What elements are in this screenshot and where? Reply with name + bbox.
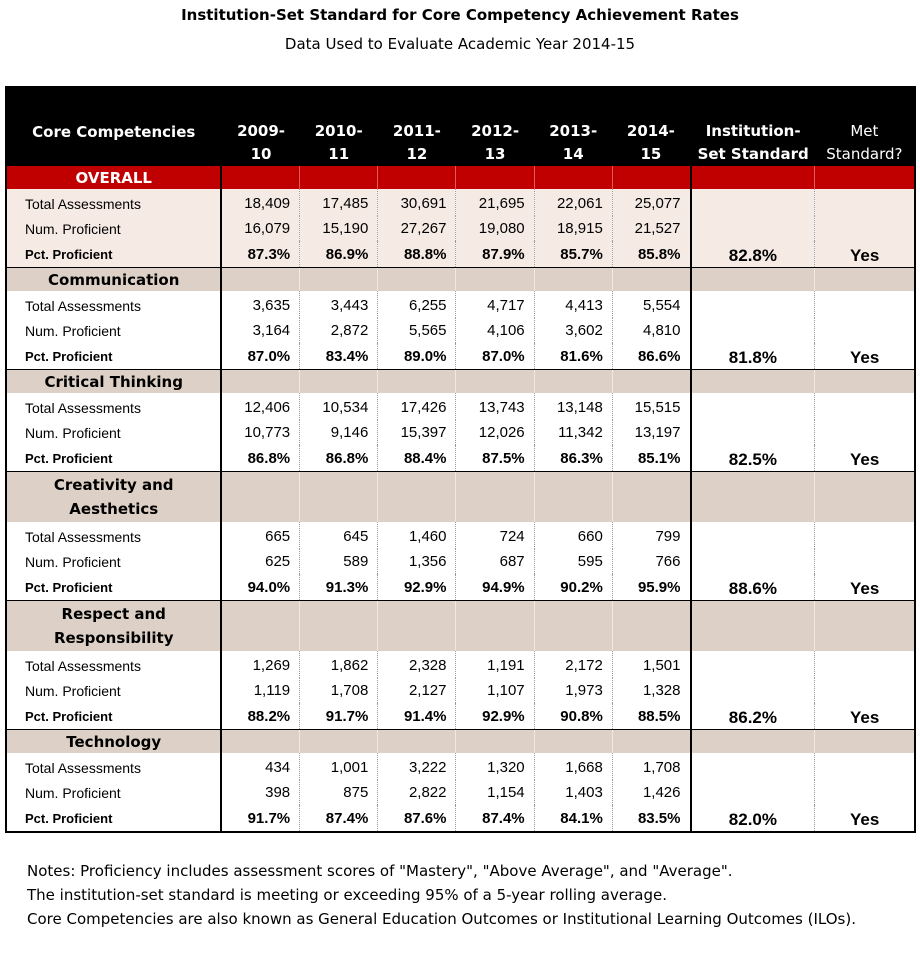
section-band: [6, 268, 915, 292]
header-row: [6, 86, 915, 166]
value-cell: 92.9%: [456, 703, 534, 730]
band-cell: [815, 268, 915, 292]
section-name-line: Responsibility: [53, 629, 174, 647]
band-cell: [534, 370, 612, 394]
row-label: Num. Proficient: [6, 678, 221, 703]
row-label: Pct. Proficient: [6, 343, 221, 370]
met-standard-value: [815, 549, 915, 574]
total-assessments-row: [6, 189, 915, 216]
section-band: [6, 730, 915, 754]
standard-value: 82.8%: [691, 241, 815, 268]
header-year-part: 13: [484, 145, 506, 163]
met-standard-value: [815, 780, 915, 805]
header-year-part: 12: [406, 145, 428, 163]
value-cell: 94.0%: [221, 574, 299, 601]
value-cell: 13,743: [456, 393, 534, 420]
value-cell: 799: [612, 522, 690, 549]
value-cell: 86.6%: [612, 343, 690, 370]
met-standard-value: [815, 189, 915, 216]
value-cell: 85.7%: [534, 241, 612, 268]
band-cell: [300, 268, 378, 292]
section-band: [6, 472, 915, 523]
row-label: Total Assessments: [6, 291, 221, 318]
band-cell: [691, 268, 815, 292]
value-cell: 1,328: [612, 678, 690, 703]
band-cell: [691, 166, 815, 189]
header-year-part: 15: [640, 145, 662, 163]
section-name: [6, 472, 221, 523]
band-cell: [815, 166, 915, 189]
met-standard-value: [815, 678, 915, 703]
band-cell: [691, 730, 815, 754]
value-cell: 660: [534, 522, 612, 549]
notes: [27, 859, 907, 931]
value-cell: 1,320: [456, 753, 534, 780]
met-standard-value: Yes: [815, 703, 915, 730]
value-cell: 89.0%: [378, 343, 456, 370]
row-label: Total Assessments: [6, 393, 221, 420]
value-cell: 4,810: [612, 318, 690, 343]
total-assessments-row: [6, 393, 915, 420]
value-cell: 87.9%: [456, 241, 534, 268]
section-name: Technology: [6, 730, 221, 754]
value-cell: 1,107: [456, 678, 534, 703]
header-year-part: 2011-: [392, 122, 441, 140]
row-label: Pct. Proficient: [6, 805, 221, 832]
value-cell: 87.0%: [456, 343, 534, 370]
num-proficient-row: [6, 678, 915, 703]
num-proficient-row: [6, 549, 915, 574]
header-year-part: 2014-: [626, 122, 675, 140]
section-band: [6, 601, 915, 652]
value-cell: 18,915: [534, 216, 612, 241]
standard-value: [691, 318, 815, 343]
value-cell: 17,426: [378, 393, 456, 420]
value-cell: 1,191: [456, 651, 534, 678]
header-year: [534, 86, 612, 166]
section-name-line: Aesthetics: [69, 500, 159, 518]
value-cell: 10,534: [300, 393, 378, 420]
band-cell: [612, 730, 690, 754]
value-cell: 91.3%: [300, 574, 378, 601]
value-cell: 87.6%: [378, 805, 456, 832]
header-year: [221, 86, 299, 166]
met-standard-value: [815, 291, 915, 318]
value-cell: 91.4%: [378, 703, 456, 730]
total-assessments-row: [6, 753, 915, 780]
header-year-part: 11: [328, 145, 350, 163]
band-cell: [221, 166, 299, 189]
value-cell: 398: [265, 784, 291, 801]
band-cell: [378, 370, 456, 394]
band-cell: [221, 370, 299, 394]
band-cell: [378, 268, 456, 292]
met-standard-value: Yes: [815, 241, 915, 268]
met-standard-value: [815, 318, 915, 343]
value-cell: 86.3%: [534, 445, 612, 472]
met-standard-value: [815, 522, 915, 549]
band-cell: [378, 730, 456, 754]
section-band: [6, 370, 915, 394]
value-cell: 9,146: [300, 420, 378, 445]
value-cell: 3,443: [300, 291, 378, 318]
header-year-part: 2012-: [471, 122, 520, 140]
pct-proficient-row: [6, 703, 915, 730]
value-cell: 90.8%: [534, 703, 612, 730]
met-standard-value: Yes: [815, 445, 915, 472]
total-assessments-row: [6, 522, 915, 549]
value-cell: 91.7%: [300, 703, 378, 730]
band-cell: [534, 472, 612, 523]
header-year-part: 2010-: [314, 122, 363, 140]
note-line: Core Competencies are also known as General Education Outcomes or Institutional Learning Outcomes (ILOs).: [27, 910, 856, 928]
band-cell: [612, 166, 690, 189]
section-name: OVERALL: [6, 166, 221, 189]
num-proficient-row: [6, 318, 915, 343]
value-cell: 1,119: [253, 682, 291, 699]
met-standard-value: [815, 420, 915, 445]
pct-proficient-row: [6, 574, 915, 601]
standard-value: [691, 651, 815, 678]
band-cell: [691, 370, 815, 394]
band-cell: [691, 472, 815, 523]
document-title: Institution-Set Standard for Core Competency Achievement Rates: [181, 6, 739, 24]
value-cell: 4,413: [534, 291, 612, 318]
value-cell: 87.0%: [221, 343, 299, 370]
value-cell: 19,080: [456, 216, 534, 241]
value-cell: 665: [265, 528, 291, 545]
value-cell: 12,406: [244, 399, 291, 416]
band-cell: [815, 601, 915, 652]
value-cell: 85.8%: [612, 241, 690, 268]
band-cell: [300, 601, 378, 652]
row-label: Pct. Proficient: [6, 445, 221, 472]
section-name: [6, 601, 221, 652]
value-cell: 90.2%: [534, 574, 612, 601]
value-cell: 11,342: [534, 420, 612, 445]
value-cell: 589: [300, 549, 378, 574]
row-label: Num. Proficient: [6, 318, 221, 343]
value-cell: 21,695: [456, 189, 534, 216]
value-cell: 724: [456, 522, 534, 549]
standard-value: 88.6%: [691, 574, 815, 601]
band-cell: [815, 370, 915, 394]
header-std-part: Institution-: [705, 122, 801, 140]
row-label: Num. Proficient: [6, 780, 221, 805]
row-label: Total Assessments: [6, 753, 221, 780]
row-label: Pct. Proficient: [6, 574, 221, 601]
header-met-part: Met: [850, 122, 879, 140]
value-cell: 21,527: [612, 216, 690, 241]
band-cell: [378, 166, 456, 189]
value-cell: 87.5%: [456, 445, 534, 472]
standard-value: [691, 189, 815, 216]
row-label: Pct. Proficient: [6, 241, 221, 268]
value-cell: 1,269: [252, 657, 291, 674]
row-label: Total Assessments: [6, 189, 221, 216]
band-cell: [534, 166, 612, 189]
row-label: Pct. Proficient: [6, 703, 221, 730]
value-cell: 1,862: [300, 651, 378, 678]
value-cell: 12,026: [456, 420, 534, 445]
section-name: Critical Thinking: [6, 370, 221, 394]
band-cell: [456, 370, 534, 394]
band-cell: [221, 601, 299, 652]
band-cell: [300, 730, 378, 754]
standard-value: 81.8%: [691, 343, 815, 370]
value-cell: 1,426: [612, 780, 690, 805]
row-label: Num. Proficient: [6, 549, 221, 574]
band-cell: [815, 730, 915, 754]
band-cell: [612, 472, 690, 523]
band-cell: [534, 268, 612, 292]
num-proficient-row: [6, 420, 915, 445]
band-cell: [378, 601, 456, 652]
section-name-line: Creativity and: [53, 476, 174, 494]
header-met-standard: [815, 86, 915, 166]
value-cell: 10,773: [244, 424, 291, 441]
value-cell: 88.4%: [378, 445, 456, 472]
num-proficient-row: [6, 216, 915, 241]
value-cell: 595: [534, 549, 612, 574]
pct-proficient-row: [6, 445, 915, 472]
header-year: [300, 86, 378, 166]
met-standard-value: [815, 753, 915, 780]
band-cell: [456, 601, 534, 652]
band-cell: [456, 472, 534, 523]
band-cell: [612, 370, 690, 394]
row-label: Num. Proficient: [6, 216, 221, 241]
value-cell: 15,190: [300, 216, 378, 241]
band-cell: [378, 472, 456, 523]
standard-value: [691, 420, 815, 445]
standard-value: [691, 393, 815, 420]
value-cell: 4,106: [456, 318, 534, 343]
standard-value: [691, 678, 815, 703]
value-cell: 645: [300, 522, 378, 549]
value-cell: 22,061: [534, 189, 612, 216]
value-cell: 15,397: [378, 420, 456, 445]
competency-table: [5, 86, 916, 833]
header-year-part: 2013-: [549, 122, 598, 140]
met-standard-value: Yes: [815, 343, 915, 370]
row-label: Total Assessments: [6, 522, 221, 549]
standard-value: [691, 780, 815, 805]
value-cell: 84.1%: [534, 805, 612, 832]
num-proficient-row: [6, 780, 915, 805]
value-cell: 1,973: [534, 678, 612, 703]
pct-proficient-row: [6, 241, 915, 268]
note-line: The institution-set standard is meeting or exceeding 95% of a 5-year rolling average.: [27, 886, 667, 904]
met-standard-value: Yes: [815, 805, 915, 832]
value-cell: 94.9%: [456, 574, 534, 601]
note-line: Notes: Proficiency includes assessment scores of "Mastery", "Above Average", and "Average".: [27, 862, 733, 880]
value-cell: 5,565: [378, 318, 456, 343]
standard-value: 82.0%: [691, 805, 815, 832]
value-cell: 86.8%: [221, 445, 299, 472]
value-cell: 25,077: [612, 189, 690, 216]
value-cell: 625: [265, 553, 291, 570]
value-cell: 875: [300, 780, 378, 805]
value-cell: 3,602: [534, 318, 612, 343]
value-cell: 1,708: [612, 753, 690, 780]
value-cell: 15,515: [612, 393, 690, 420]
band-cell: [534, 601, 612, 652]
standard-value: 82.5%: [691, 445, 815, 472]
header-institution-set-standard: [691, 86, 815, 166]
value-cell: 27,267: [378, 216, 456, 241]
standard-value: [691, 549, 815, 574]
band-cell: [456, 166, 534, 189]
section-name: Communication: [6, 268, 221, 292]
band-cell: [221, 472, 299, 523]
value-cell: 30,691: [378, 189, 456, 216]
value-cell: 1,460: [378, 522, 456, 549]
band-cell: [300, 370, 378, 394]
standard-value: [691, 216, 815, 241]
met-standard-value: Yes: [815, 574, 915, 601]
met-standard-value: [815, 216, 915, 241]
value-cell: 2,328: [378, 651, 456, 678]
value-cell: 2,127: [378, 678, 456, 703]
value-cell: 687: [456, 549, 534, 574]
value-cell: 18,409: [221, 189, 299, 216]
value-cell: 434: [265, 759, 291, 776]
band-cell: [534, 730, 612, 754]
pct-proficient-row: [6, 343, 915, 370]
value-cell: 4,717: [456, 291, 534, 318]
value-cell: 5,554: [612, 291, 690, 318]
overall-band: [6, 166, 915, 189]
header-year: [378, 86, 456, 166]
value-cell: 85.1%: [612, 445, 690, 472]
value-cell: 1,154: [456, 780, 534, 805]
header-std-part: Set Standard: [697, 145, 809, 163]
band-cell: [221, 268, 299, 292]
value-cell: 88.5%: [612, 703, 690, 730]
header-year: [612, 86, 690, 166]
value-cell: 6,255: [378, 291, 456, 318]
value-cell: 2,872: [300, 318, 378, 343]
header-label: Core Competencies: [32, 122, 196, 141]
pct-proficient-row: [6, 805, 915, 832]
header-year-part: 10: [250, 145, 272, 163]
band-cell: [691, 601, 815, 652]
value-cell: 1,403: [534, 780, 612, 805]
band-cell: [300, 472, 378, 523]
band-cell: [456, 730, 534, 754]
value-cell: 88.8%: [378, 241, 456, 268]
value-cell: 2,822: [378, 780, 456, 805]
standard-value: 86.2%: [691, 703, 815, 730]
value-cell: 81.6%: [534, 343, 612, 370]
band-cell: [612, 268, 690, 292]
value-cell: 87.4%: [456, 805, 534, 832]
value-cell: 1,668: [534, 753, 612, 780]
met-standard-value: [815, 651, 915, 678]
value-cell: 1,356: [378, 549, 456, 574]
value-cell: 1,708: [300, 678, 378, 703]
value-cell: 91.7%: [221, 805, 299, 832]
value-cell: 1,501: [612, 651, 690, 678]
value-cell: 86.8%: [300, 445, 378, 472]
value-cell: 17,485: [300, 189, 378, 216]
header-year-part: 2009-: [237, 122, 286, 140]
value-cell: 16,079: [221, 216, 299, 241]
total-assessments-row: [6, 291, 915, 318]
value-cell: 13,197: [612, 420, 690, 445]
total-assessments-row: [6, 651, 915, 678]
band-cell: [612, 601, 690, 652]
value-cell: 766: [612, 549, 690, 574]
value-cell: 86.9%: [300, 241, 378, 268]
section-name-line: Respect and: [61, 605, 166, 623]
value-cell: 1,001: [300, 753, 378, 780]
document-subtitle: Data Used to Evaluate Academic Year 2014-15: [284, 35, 636, 53]
value-cell: 3,164: [252, 322, 291, 339]
row-label: Num. Proficient: [6, 420, 221, 445]
value-cell: 3,635: [252, 297, 291, 314]
value-cell: 13,148: [534, 393, 612, 420]
header-year: [456, 86, 534, 166]
value-cell: 3,222: [378, 753, 456, 780]
value-cell: 87.3%: [221, 241, 299, 268]
header-core-competencies: [6, 86, 221, 166]
standard-value: [691, 753, 815, 780]
value-cell: 92.9%: [378, 574, 456, 601]
header-met-part: Standard?: [826, 145, 903, 163]
value-cell: 83.4%: [300, 343, 378, 370]
value-cell: 2,172: [534, 651, 612, 678]
standard-value: [691, 522, 815, 549]
value-cell: 88.2%: [221, 703, 299, 730]
value-cell: 95.9%: [612, 574, 690, 601]
band-cell: [815, 472, 915, 523]
header-year-part: 14: [562, 145, 584, 163]
met-standard-value: [815, 393, 915, 420]
value-cell: 83.5%: [612, 805, 690, 832]
value-cell: 87.4%: [300, 805, 378, 832]
band-cell: [221, 730, 299, 754]
band-cell: [300, 166, 378, 189]
band-cell: [456, 268, 534, 292]
standard-value: [691, 291, 815, 318]
row-label: Total Assessments: [6, 651, 221, 678]
